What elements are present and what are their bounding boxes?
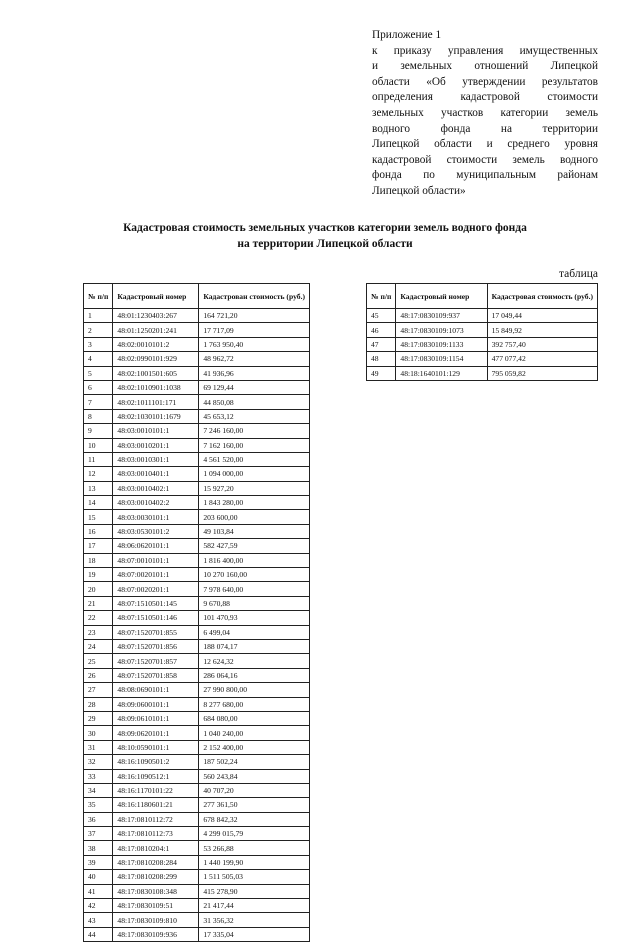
header-number: № п/п [367,284,396,309]
cell-cadastral-number: 48:07:1520701:858 [113,668,199,682]
table-header-row [84,284,310,309]
table-row [84,524,310,538]
cell-number: 47 [367,337,396,351]
cell-cadastral-value: 7 978 640,00 [199,582,310,596]
table-row [84,827,310,841]
table-row [84,870,310,884]
cell-cadastral-value: 164 721,20 [199,309,310,323]
header-cadastral-value: Кадастровая стоимость (руб.) [487,284,597,309]
cell-cadastral-value: 477 077,42 [487,352,597,366]
table-row [84,481,310,495]
cell-number: 42 [84,899,113,913]
appendix-line: области «Об утверждении результатов [372,75,598,88]
cell-cadastral-value: 10 270 160,00 [199,568,310,582]
cell-number: 8 [84,409,113,423]
cell-cadastral-number: 48:16:1090512:1 [113,769,199,783]
appendix-line: кадастровой стоимости земель водного [372,153,598,166]
cell-cadastral-number: 48:17:0810208:299 [113,870,199,884]
cell-number: 45 [367,309,396,323]
cell-cadastral-value: 15 849,92 [487,323,597,337]
header-cadastral-value: Кадастрован стоимость (руб.) [199,284,310,309]
cell-cadastral-value: 188 074,17 [199,639,310,653]
cell-number: 28 [84,697,113,711]
cell-cadastral-number: 48:17:0830109:51 [113,899,199,913]
cell-cadastral-number: 48:17:0810208:284 [113,855,199,869]
appendix-line: к приказу управления имущественных [372,44,598,57]
document-title [60,220,590,252]
header-cadastral-number: Кадастровый номер [396,284,487,309]
appendix-line: Липецкой области и среднего уровня [372,138,598,151]
cell-number: 11 [84,452,113,466]
cell-cadastral-value: 684 080,00 [199,711,310,725]
cell-number: 44 [84,927,113,941]
cell-cadastral-value: 15 927,20 [199,481,310,495]
cell-number: 15 [84,510,113,524]
cell-number: 46 [367,323,396,337]
cell-cadastral-number: 48:02:1001501:605 [113,366,199,380]
table-row [84,467,310,481]
cell-cadastral-number: 48:03:0010101:1 [113,424,199,438]
table-row [84,596,310,610]
table-header-row [367,284,598,309]
cell-cadastral-number: 48:06:0620101:1 [113,539,199,553]
table-row [84,783,310,797]
cell-cadastral-value: 1 040 240,00 [199,726,310,740]
cell-cadastral-number: 48:17:0830109:1133 [396,337,487,351]
cell-cadastral-number: 48:10:0590101:1 [113,740,199,754]
appendix-line: водного фонда на территории [372,122,598,135]
cell-number: 34 [84,783,113,797]
cell-cadastral-value: 582 427,59 [199,539,310,553]
cell-number: 18 [84,553,113,567]
cell-cadastral-value: 45 653,12 [199,409,310,423]
cell-cadastral-number: 48:16:1180601:21 [113,798,199,812]
cell-cadastral-value: 101 470,93 [199,611,310,625]
cell-cadastral-value: 41 936,96 [199,366,310,380]
cell-cadastral-number: 48:01:1250201:241 [113,323,199,337]
cell-cadastral-number: 48:18:1640101:129 [396,366,487,380]
cell-cadastral-number: 48:02:0990101:929 [113,352,199,366]
cell-number: 9 [84,424,113,438]
cell-cadastral-value: 49 103,84 [199,524,310,538]
cell-cadastral-value: 53 266,88 [199,841,310,855]
cell-cadastral-value: 21 417,44 [199,899,310,913]
cell-cadastral-value: 8 277 680,00 [199,697,310,711]
cell-cadastral-number: 48:02:1030101:1679 [113,409,199,423]
cell-cadastral-value: 12 624,32 [199,654,310,668]
appendix-line: Липецкой области» [372,184,466,197]
appendix-line: и земельных отношений Липецкой [372,60,598,73]
cell-cadastral-number: 48:07:0020101:1 [113,568,199,582]
appendix-line: земельных участков категории земель [372,106,598,119]
cell-cadastral-number: 48:17:0830109:936 [113,927,199,941]
table-row [84,654,310,668]
cell-cadastral-number: 48:03:0530101:2 [113,524,199,538]
table-row [84,668,310,682]
cell-number: 19 [84,568,113,582]
header-number: № п/п [84,284,113,309]
cell-cadastral-number: 48:16:1170101:22 [113,783,199,797]
header-cadastral-number: Кадастровый номер [113,284,199,309]
cell-cadastral-value: 277 361,50 [199,798,310,812]
table-row [84,352,310,366]
cell-cadastral-value: 31 356,32 [199,913,310,927]
cell-cadastral-number: 48:07:1520701:855 [113,625,199,639]
cell-cadastral-value: 2 152 400,00 [199,740,310,754]
cell-cadastral-number: 48:07:0010101:1 [113,553,199,567]
cell-cadastral-number: 48:09:0620101:1 [113,726,199,740]
cell-number: 25 [84,654,113,668]
cell-cadastral-value: 4 299 015,79 [199,827,310,841]
table-row [84,697,310,711]
cell-cadastral-number: 48:17:0830109:810 [113,913,199,927]
table-row [84,539,310,553]
cell-cadastral-value: 69 129,44 [199,380,310,394]
table-row [84,309,310,323]
cell-cadastral-value: 560 243,84 [199,769,310,783]
cell-number: 37 [84,827,113,841]
cell-number: 49 [367,366,396,380]
cell-cadastral-value: 392 757,40 [487,337,597,351]
table-row [84,711,310,725]
cell-number: 22 [84,611,113,625]
table-row [84,510,310,524]
cell-cadastral-value: 1 843 280,00 [199,496,310,510]
table-row [84,855,310,869]
cell-cadastral-number: 48:17:0830108:348 [113,884,199,898]
cell-cadastral-number: 48:17:0830109:1154 [396,352,487,366]
table-row [84,409,310,423]
cell-cadastral-number: 48:07:1520701:856 [113,639,199,653]
cell-number: 6 [84,380,113,394]
cell-number: 31 [84,740,113,754]
table-row [84,927,310,941]
cadastral-table-left [83,283,310,942]
cell-number: 10 [84,438,113,452]
cell-cadastral-number: 48:16:1090501:2 [113,755,199,769]
table-row [84,395,310,409]
cell-cadastral-number: 48:03:0010401:1 [113,467,199,481]
cell-cadastral-value: 203 600,00 [199,510,310,524]
cell-cadastral-number: 48:17:0830109:1073 [396,323,487,337]
cell-number: 33 [84,769,113,783]
cell-number: 7 [84,395,113,409]
table-row [84,337,310,351]
cell-cadastral-number: 48:03:0010201:1 [113,438,199,452]
cell-cadastral-number: 48:07:1520701:857 [113,654,199,668]
table-row [84,740,310,754]
cell-number: 21 [84,596,113,610]
cell-number: 2 [84,323,113,337]
cell-number: 3 [84,337,113,351]
table-row [84,726,310,740]
cell-cadastral-value: 48 962,72 [199,352,310,366]
cell-cadastral-number: 48:03:0010301:1 [113,452,199,466]
table-label: таблица [559,268,598,280]
cell-cadastral-number: 48:07:0020201:1 [113,582,199,596]
appendix-header [372,28,598,200]
cell-cadastral-number: 48:07:1510501:146 [113,611,199,625]
table-row [84,769,310,783]
table-row [84,841,310,855]
cell-cadastral-number: 48:17:0810112:72 [113,812,199,826]
cell-number: 16 [84,524,113,538]
cell-cadastral-value: 795 059,82 [487,366,597,380]
cell-cadastral-number: 48:02:0010101:2 [113,337,199,351]
table-row [84,683,310,697]
table-row [84,812,310,826]
cell-number: 24 [84,639,113,653]
cell-cadastral-value: 1 763 950,40 [199,337,310,351]
table-row [84,913,310,927]
cadastral-table-right [366,283,598,381]
cell-cadastral-value: 286 064,16 [199,668,310,682]
cell-cadastral-number: 48:02:1010901:1038 [113,380,199,394]
table-row [84,755,310,769]
cell-cadastral-value: 1 511 505,03 [199,870,310,884]
cell-number: 20 [84,582,113,596]
cell-cadastral-number: 48:09:0610101:1 [113,711,199,725]
cell-cadastral-value: 9 670,88 [199,596,310,610]
table-row [84,568,310,582]
table-row [84,639,310,653]
cell-number: 13 [84,481,113,495]
cell-number: 35 [84,798,113,812]
cell-cadastral-value: 17 049,44 [487,309,597,323]
cell-cadastral-value: 7 246 160,00 [199,424,310,438]
appendix-line: фонда по муниципальным районам [372,169,598,182]
cell-number: 12 [84,467,113,481]
appendix-line: определения кадастровой стоимости [372,91,598,104]
table-row [84,625,310,639]
table-row [367,337,598,351]
cell-number: 27 [84,683,113,697]
appendix-line: Приложение 1 [372,29,442,41]
cell-number: 38 [84,841,113,855]
cell-cadastral-number: 48:07:1510501:145 [113,596,199,610]
table-row [84,452,310,466]
title-line-1: Кадастровая стоимость земельных участков категории земель водного фонда [123,222,527,234]
cell-number: 43 [84,913,113,927]
table-row [84,424,310,438]
cell-number: 41 [84,884,113,898]
cell-cadastral-value: 1 816 400,00 [199,553,310,567]
table-row [84,798,310,812]
cell-cadastral-number: 48:02:1011101:171 [113,395,199,409]
cell-cadastral-number: 48:08:0690101:1 [113,683,199,697]
table-row [84,366,310,380]
cell-number: 36 [84,812,113,826]
cell-cadastral-number: 48:01:1230403:267 [113,309,199,323]
cell-number: 39 [84,855,113,869]
cell-number: 29 [84,711,113,725]
cell-number: 14 [84,496,113,510]
cell-number: 30 [84,726,113,740]
table-row [367,366,598,380]
cell-number: 48 [367,352,396,366]
cell-cadastral-value: 40 707,20 [199,783,310,797]
cell-cadastral-value: 678 842,32 [199,812,310,826]
cell-number: 17 [84,539,113,553]
cell-cadastral-value: 27 990 800,00 [199,683,310,697]
table-row [84,496,310,510]
cell-number: 40 [84,870,113,884]
table-row [367,323,598,337]
table-row [84,323,310,337]
table-row [84,438,310,452]
cell-cadastral-value: 44 850,08 [199,395,310,409]
cell-number: 23 [84,625,113,639]
cell-cadastral-number: 48:03:0030101:1 [113,510,199,524]
table-row [84,884,310,898]
cell-cadastral-value: 4 561 520,00 [199,452,310,466]
cell-cadastral-value: 187 502,24 [199,755,310,769]
cell-cadastral-number: 48:17:0810112:73 [113,827,199,841]
cell-cadastral-value: 1 094 000,00 [199,467,310,481]
cell-cadastral-value: 17 335,04 [199,927,310,941]
table-row [84,899,310,913]
cell-number: 1 [84,309,113,323]
cell-cadastral-value: 6 499,04 [199,625,310,639]
cell-cadastral-number: 48:03:0010402:1 [113,481,199,495]
cell-cadastral-number: 48:03:0010402:2 [113,496,199,510]
table-row [84,582,310,596]
title-line-2: на территории Липецкой области [237,238,413,250]
cell-number: 5 [84,366,113,380]
cell-cadastral-value: 7 162 160,00 [199,438,310,452]
cell-cadastral-number: 48:17:0810204:1 [113,841,199,855]
cell-number: 4 [84,352,113,366]
cell-cadastral-number: 48:17:0830109:937 [396,309,487,323]
table-row [84,380,310,394]
table-row [84,611,310,625]
cell-number: 26 [84,668,113,682]
table-row [84,553,310,567]
table-row [367,309,598,323]
cell-cadastral-value: 415 278,90 [199,884,310,898]
cell-number: 32 [84,755,113,769]
table-row [367,352,598,366]
cell-cadastral-value: 17 717,09 [199,323,310,337]
cell-cadastral-value: 1 440 199,90 [199,855,310,869]
cell-cadastral-number: 48:09:0600101:1 [113,697,199,711]
